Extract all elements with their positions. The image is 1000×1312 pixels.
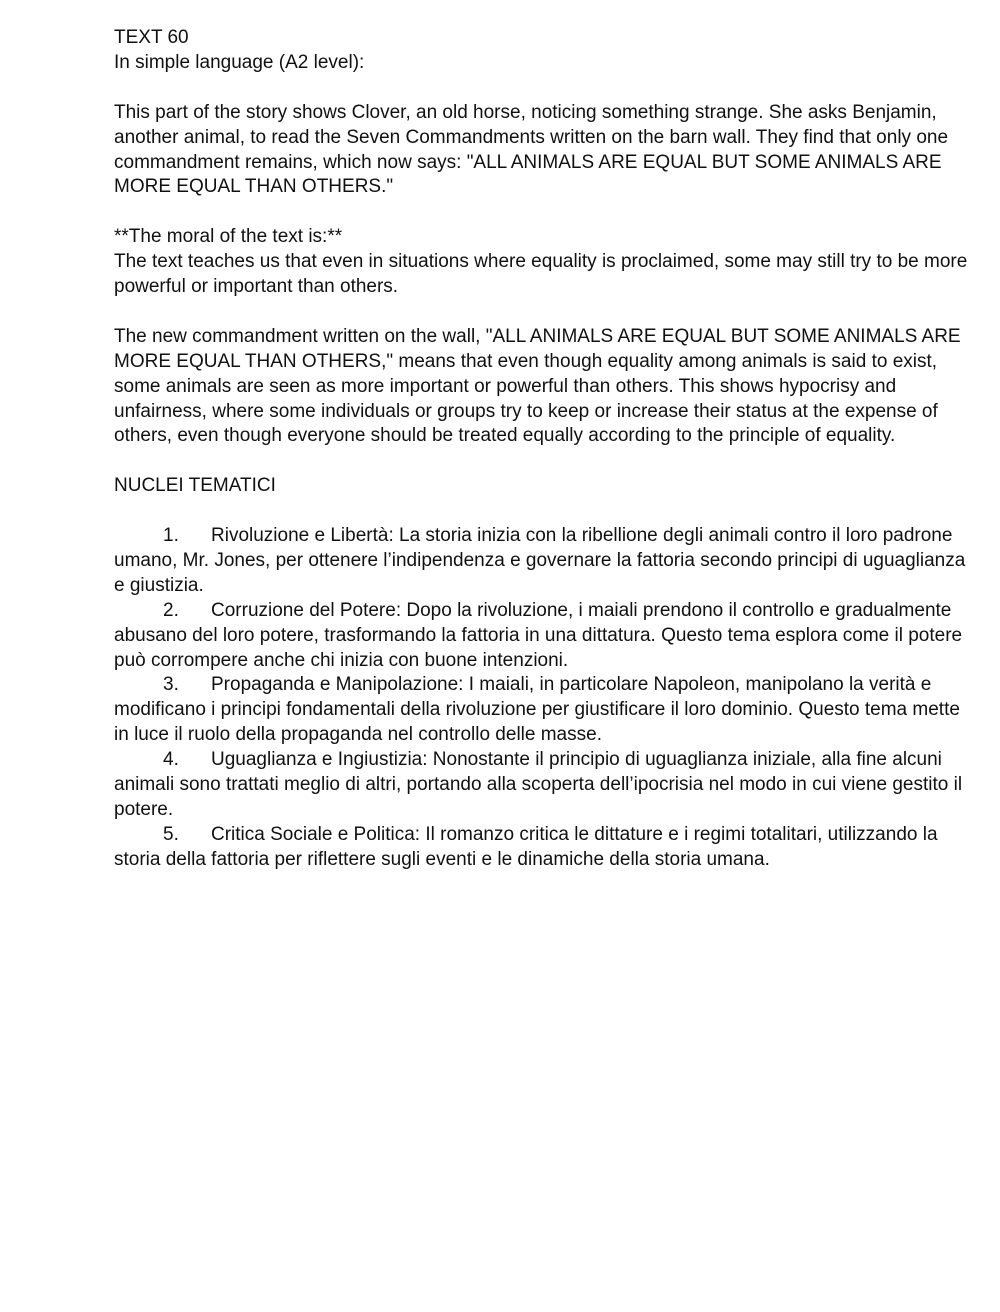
list-item [114, 599, 974, 674]
list-item-text: Rivoluzione e Libertà: La storia inizia con la ribellione degli animali contro il loro padrone umano, Mr. Jones, per ottenere l’indipendenza e governare la fattoria secondo principi di uguaglianza e giustizia. [114, 525, 966, 596]
themes-heading: NUCLEI TEMATICI [114, 475, 276, 497]
document-subheading: In simple language (A2 level): [114, 51, 365, 73]
spacer [114, 76, 974, 101]
list-item-text: Critica Sociale e Politica: Il romanzo critica le dittature e i regimi totalitari, utilizzando la storia della fattoria per riflettere sugli eventi e le dinamiche della storia umana. [114, 823, 938, 870]
list-item [114, 673, 974, 748]
list-item [114, 748, 974, 823]
list-item-text: Uguaglianza e Ingiustizia: Nonostante il principio di uguaglianza iniziale, alla fine alcuni animali sono trattati meglio di altri, portando alla scoperta dell’ipocrisia nel modo in cui viene gestito il potere. [114, 749, 963, 821]
document-page [114, 26, 974, 873]
spacer [114, 300, 974, 325]
summary-paragraph: This part of the story shows Clover, an old horse, noticing something strange. She asks Benjamin, another animal, to read the Seven Commandments written on the barn wall. They find that only one commandment remains, which now says: "ALL ANIMALS ARE EQUAL BUT SOME ANIMALS ARE MORE EQUAL THAN OTHERS." [114, 101, 949, 198]
explanation-paragraph: The new commandment written on the wall, "ALL ANIMALS ARE EQUAL BUT SOME ANIMALS ARE MORE EQUAL THAN OTHERS," means that even though equality among animals is said to exist, some animals are seen as more important or powerful than others. This shows hypocrisy and unfairness, where some individuals or groups try to keep or increase their status at the expense of others, even though everyone should be treated equally according to the principle of equality. [114, 325, 961, 447]
spacer [114, 499, 974, 524]
themes-list [114, 524, 974, 873]
list-item [114, 823, 974, 873]
list-item-text: Corruzione del Potere: Dopo la rivoluzione, i maiali prendono il controllo e gradualmente abusano del loro potere, trasformando la fattoria in una dittatura. Questo tema esplora come il potere può corrompere anche chi inizia con buone intenzioni. [114, 599, 963, 671]
list-item-number: 1. [163, 525, 179, 547]
list-item-number: 4. [163, 749, 179, 771]
list-item-number: 2. [163, 599, 179, 621]
list-item-text: Propaganda e Manipolazione: I maiali, in particolare Napoleon, manipolano la verità e modificano i principi fondamentali della rivoluzione per giustificare il loro dominio. Questo tema mette in luce il ruolo della propaganda nel controllo delle masse. [114, 674, 960, 746]
moral-paragraph: The text teaches us that even in situations where equality is proclaimed, some may still try to be more powerful or important than others. [114, 251, 968, 298]
spacer [114, 449, 974, 474]
document-heading: TEXT 60 [114, 27, 189, 48]
list-item-number: 5. [163, 823, 179, 845]
list-item-number: 3. [163, 674, 179, 696]
moral-heading: **The moral of the text is:** [114, 226, 343, 248]
spacer [114, 200, 974, 225]
list-item [114, 524, 974, 599]
